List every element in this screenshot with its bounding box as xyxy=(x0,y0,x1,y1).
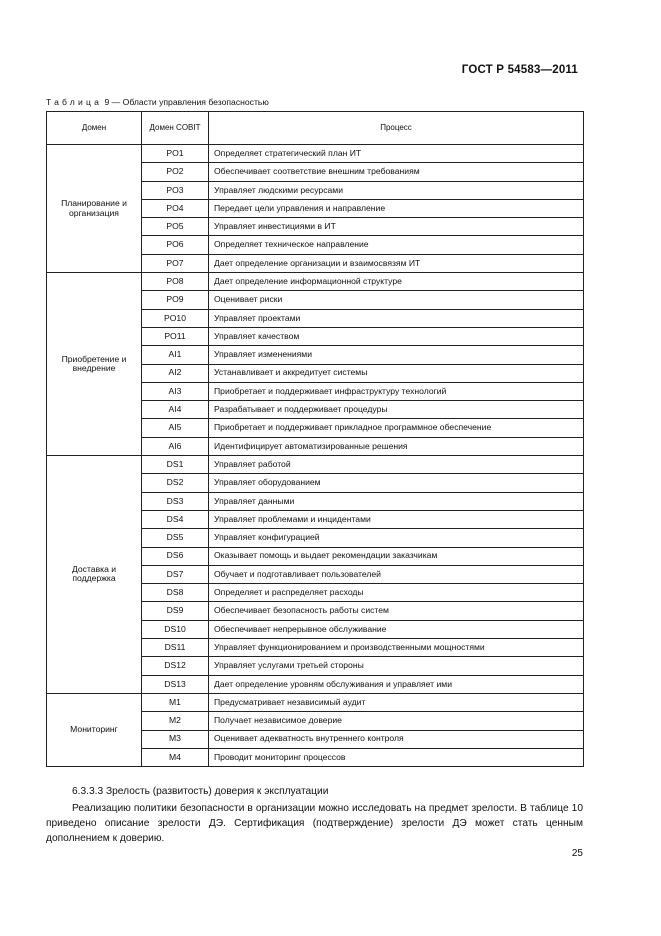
caption-number: 9 xyxy=(104,97,110,107)
cobit-code-cell: AI1 xyxy=(142,346,209,364)
cobit-code-cell: DS6 xyxy=(142,547,209,565)
cobit-code-cell: M3 xyxy=(142,730,209,748)
header-domain: Домен xyxy=(47,112,142,145)
process-cell: Определяет техническое направление xyxy=(209,236,584,254)
cobit-code-cell: PO9 xyxy=(142,291,209,309)
process-cell: Приобретает и поддерживает инфраструктуру технологий xyxy=(209,382,584,400)
cobit-code-cell: DS3 xyxy=(142,492,209,510)
process-cell: Управляет изменениями xyxy=(209,346,584,364)
section-heading: 6.3.3.3 Зрелость (развитость) доверия к эксплуатации xyxy=(72,786,329,797)
process-cell: Управляет оборудованием xyxy=(209,474,584,492)
cobit-code-cell: PO8 xyxy=(142,273,209,291)
cobit-code-cell: AI3 xyxy=(142,382,209,400)
process-cell: Обеспечивает безопасность работы систем xyxy=(209,602,584,620)
cobit-code-cell: PO3 xyxy=(142,181,209,199)
cobit-code-cell: DS11 xyxy=(142,639,209,657)
process-cell: Управляет проблемами и инцидентами xyxy=(209,510,584,528)
process-cell: Управляет людскими ресурсами xyxy=(209,181,584,199)
process-cell: Оценивает риски xyxy=(209,291,584,309)
header-process: Процесс xyxy=(209,112,584,145)
process-cell: Идентифицирует автоматизированные решения xyxy=(209,437,584,455)
header-cobit-domain: Домен COBIT xyxy=(142,112,209,145)
process-cell: Получает независимое доверие xyxy=(209,712,584,730)
process-cell: Дает определение организации и взаимосвязям ИТ xyxy=(209,254,584,272)
cobit-code-cell: DS1 xyxy=(142,456,209,474)
process-cell: Определяет и распределяет расходы xyxy=(209,584,584,602)
cobit-code-cell: DS7 xyxy=(142,565,209,583)
cobit-code-cell: M2 xyxy=(142,712,209,730)
cobit-code-cell: M1 xyxy=(142,693,209,711)
page-number: 25 xyxy=(571,848,583,859)
domain-cell: Мониторинг xyxy=(47,693,142,766)
standard-number: ГОСТ Р 54583—2011 xyxy=(461,64,578,76)
cobit-code-cell: AI4 xyxy=(142,401,209,419)
table-body xyxy=(47,145,584,767)
process-cell: Управляет проектами xyxy=(209,309,584,327)
process-cell: Оценивает адекватность внутреннего контроля xyxy=(209,730,584,748)
cobit-code-cell: AI5 xyxy=(142,419,209,437)
cobit-code-cell: PO1 xyxy=(142,145,209,163)
table-row xyxy=(47,145,584,163)
cobit-code-cell: AI2 xyxy=(142,364,209,382)
caption-title: — Области управления безопасностью xyxy=(111,97,269,107)
cobit-code-cell: DS9 xyxy=(142,602,209,620)
process-cell: Определяет стратегический план ИТ xyxy=(209,145,584,163)
process-cell: Передает цели управления и направление xyxy=(209,199,584,217)
security-domains-table xyxy=(46,111,584,767)
process-cell: Управляет функционированием и производственными мощностями xyxy=(209,639,584,657)
cobit-code-cell: DS10 xyxy=(142,620,209,638)
cobit-code-cell: DS8 xyxy=(142,584,209,602)
process-cell: Управляет конфигурацией xyxy=(209,529,584,547)
cobit-code-cell: DS2 xyxy=(142,474,209,492)
table-row xyxy=(47,456,584,474)
domain-cell: Доставка и поддержка xyxy=(47,456,142,694)
process-cell: Управляет работой xyxy=(209,456,584,474)
cobit-code-cell: DS4 xyxy=(142,510,209,528)
process-cell: Управляет услугами третьей стороны xyxy=(209,657,584,675)
cobit-code-cell: DS12 xyxy=(142,657,209,675)
process-cell: Устанавливает и аккредитует системы xyxy=(209,364,584,382)
process-cell: Дает определение уровням обслуживания и управляет ими xyxy=(209,675,584,693)
domain-cell: Планирование и организация xyxy=(47,145,142,273)
table-row xyxy=(47,693,584,711)
cobit-code-cell: DS5 xyxy=(142,529,209,547)
process-cell: Оказывает помощь и выдает рекомендации заказчикам xyxy=(209,547,584,565)
table-caption xyxy=(46,97,269,107)
cobit-code-cell: M4 xyxy=(142,748,209,766)
process-cell: Дает определение информационной структуре xyxy=(209,273,584,291)
process-cell: Управляет инвестициями в ИТ xyxy=(209,218,584,236)
process-cell: Управляет данными xyxy=(209,492,584,510)
cobit-code-cell: AI6 xyxy=(142,437,209,455)
process-cell: Обучает и подготавливает пользователей xyxy=(209,565,584,583)
cobit-code-cell: PO7 xyxy=(142,254,209,272)
cobit-code-cell: PO5 xyxy=(142,218,209,236)
cobit-code-cell: PO6 xyxy=(142,236,209,254)
cobit-code-cell: PO10 xyxy=(142,309,209,327)
process-cell: Предусматривает независимый аудит xyxy=(209,693,584,711)
caption-label: Таблица xyxy=(46,97,103,107)
process-cell: Проводит мониторинг процессов xyxy=(209,748,584,766)
table-row xyxy=(47,273,584,291)
body-paragraph: Реализацию политики безопасности в организации можно исследовать на предмет зрелости. В таблице 10 приведено описание зрелости ДЭ. Сертификация (подтверждение) зрелости ДЭ может стать ценным дополнением к доверию. xyxy=(46,803,583,844)
cobit-code-cell: PO2 xyxy=(142,163,209,181)
process-cell: Приобретает и поддерживает прикладное программное обеспечение xyxy=(209,419,584,437)
process-cell: Управляет качеством xyxy=(209,327,584,345)
process-cell: Разрабатывает и поддерживает процедуры xyxy=(209,401,584,419)
process-cell: Обеспечивает непрерывное обслуживание xyxy=(209,620,584,638)
cobit-code-cell: DS13 xyxy=(142,675,209,693)
domain-cell: Приобретение и внедрение xyxy=(47,273,142,456)
process-cell: Обеспечивает соответствие внешним требованиям xyxy=(209,163,584,181)
cobit-code-cell: PO11 xyxy=(142,327,209,345)
table-header-row xyxy=(47,112,584,145)
cobit-code-cell: PO4 xyxy=(142,199,209,217)
